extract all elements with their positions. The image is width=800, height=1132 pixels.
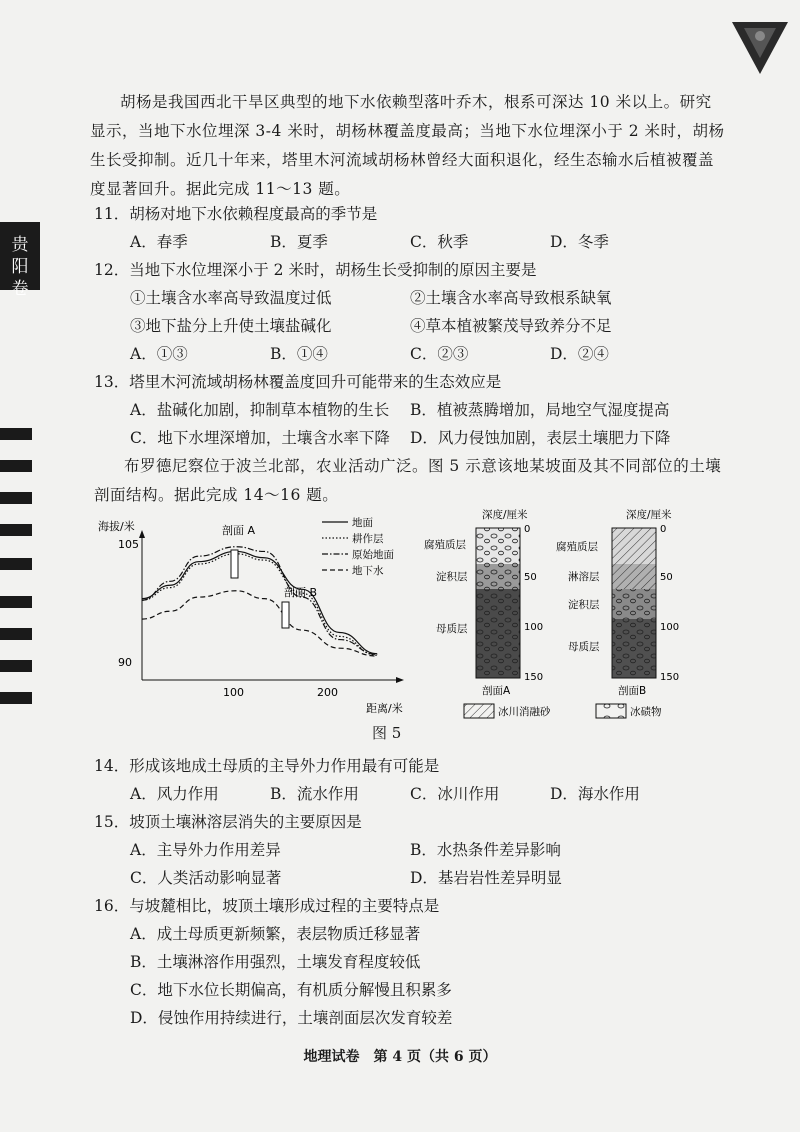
profile-a-tick: 100 [524,622,544,633]
q13-option-d[interactable]: D．风力侵蚀加剧，表层土壤肥力下降 [410,429,671,447]
y-axis-label: 海拔/米 [98,520,135,533]
legend-original: 原始地面 [352,549,394,561]
q11-option-a[interactable]: A．春季 [130,233,188,251]
q14-option-a[interactable]: A．风力作用 [130,785,219,803]
profile-a-tick: 150 [524,672,544,683]
series-line-3 [142,591,377,656]
profile-b-marker [282,602,289,628]
q14-option-c[interactable]: C．冰川作用 [410,785,500,803]
q11-stem: 11．胡杨对地下水依赖程度最高的季节是 [94,205,378,223]
profile-legend [462,700,682,722]
side-tab [0,222,40,299]
soil-profile-a [420,508,544,698]
y-tick-label: 105 [118,538,139,551]
profile-b-label: 剖面 B [284,586,318,599]
q12-stem: 12．当地下水位埋深小于 2 米时，胡杨生长受抑制的原因主要是 [94,261,537,279]
q12-item-2: ②土壤含水率高导致根系缺氧 [410,289,612,307]
slope-profile-chart [96,508,416,718]
profile-b-layer-label: 腐殖质层 [556,541,598,553]
profile-a-tick: 50 [524,572,537,583]
q13-option-b[interactable]: B．植被蒸腾增加，局地空气湿度提高 [410,401,670,419]
corner-seal-icon [730,18,790,76]
q12-item-4: ④草本植被繁茂导致养分不足 [410,317,612,335]
x-tick-label: 100 [223,686,244,699]
profile-a-label: 剖面 A [222,524,256,537]
profile-b-depth-title: 深度/厘米 [626,509,672,521]
soil-profile-b [552,508,682,698]
side-bar [0,692,32,704]
q16-stem: 16．与坡麓相比，坡顶土壤形成过程的主要特点是 [94,897,440,915]
q12-item-1: ①土壤含水率高导致温度过低 [130,289,332,307]
q12-item-3: ③地下盐分上升使土壤盐碱化 [130,317,332,335]
x-axis-arrow [396,677,404,683]
x-axis-label: 距离/米 [366,702,403,715]
chart-legend [322,516,394,577]
legend-groundwater: 地下水 [352,565,384,577]
y-axis-arrow [139,530,145,538]
q12-option-c[interactable]: C．②③ [410,345,469,363]
legend-glacial-sand: 冰川消融砂 [498,706,551,718]
legend-tillage: 耕作层 [352,533,384,545]
profile-a-layer-label: 腐殖质层 [424,539,466,551]
side-bar [0,596,32,608]
intro-paragraph-2 [94,452,734,510]
profile-b-layer-label: 淀积层 [568,599,600,611]
legend-ground: 地面 [352,517,373,529]
side-bar [0,660,32,672]
legend-till: 冰碛物 [630,706,662,718]
profile-a-depth-title: 深度/厘米 [482,509,528,521]
profile-a-layer-label: 母质层 [436,623,468,635]
side-bar [0,628,32,640]
profile-b-layer-label: 母质层 [568,641,600,653]
q11-option-b[interactable]: B．夏季 [270,233,328,251]
q15-option-d[interactable]: D．基岩岩性差异明显 [410,869,562,887]
q11-option-d[interactable]: D．冬季 [550,233,609,251]
q16-option-c[interactable]: C．地下水位长期偏高，有机质分解慢且积累多 [130,981,452,999]
profile-a-marker [231,550,238,578]
intro2-line: 剖面结构。据此完成 14～16 题。 [94,486,339,504]
q12-option-d[interactable]: D．②④ [550,345,609,363]
figure-caption: 图 5 [372,724,402,742]
intro1-line: 胡杨是我国西北干旱区典型的地下水依赖型落叶乔木，根系可深达 10 米以上。研究 [120,93,712,111]
side-bar [0,492,32,504]
side-bar [0,460,32,472]
side-tab-label: 贵阳卷 [11,235,29,299]
side-bar [0,558,32,570]
q16-option-a[interactable]: A．成土母质更新频繁，表层物质迁移显著 [130,925,421,943]
series-line-0 [142,551,377,653]
profile-b-layer-label: 淋溶层 [568,571,600,583]
intro1-line: 生长受抑制。近几十年来，塔里木河流域胡杨林曾经大面积退化，经生态输水后植被覆盖 [90,151,715,169]
profile-b-tick: 50 [660,572,673,583]
profile-b-tick: 0 [660,524,667,535]
intro1-line: 显示，当地下水位埋深 3-4 米时，胡杨林覆盖度最高；当地下水位埋深小于 2 米时，胡杨 [90,122,725,140]
profile-b-tick: 100 [660,622,680,633]
profile-a-tick: 0 [524,524,531,535]
x-tick-label: 200 [317,686,338,699]
intro2-line: 布罗德尼察位于波兰北部，农业活动广泛。图 5 示意该地某坡面及其不同部位的土壤 [124,457,722,475]
series-line-2 [142,547,377,655]
y-tick-label: 90 [118,656,132,669]
profile-b-name: 剖面B [618,685,647,697]
q16-option-b[interactable]: B．土壤淋溶作用强烈，土壤发育程度较低 [130,953,421,971]
q12-option-a[interactable]: A．①③ [130,345,188,363]
q11-option-c[interactable]: C．秋季 [410,233,469,251]
q15-stem: 15．坡顶土壤淋溶层消失的主要原因是 [94,813,362,831]
q15-option-c[interactable]: C．人类活动影响显著 [130,869,282,887]
profile-a-name: 剖面A [482,685,511,697]
q13-stem: 13．塔里木河流域胡杨林覆盖度回升可能带来的生态效应是 [94,373,502,391]
q14-stem: 14．形成该地成土母质的主导外力作用最有可能是 [94,757,440,775]
glacial-sand-swatch [464,704,494,718]
profile-a-layer-label: 淀积层 [436,571,468,583]
q13-option-a[interactable]: A．盐碱化加剧，抑制草本植物的生长 [130,401,390,419]
q15-option-a[interactable]: A．主导外力作用差异 [130,841,281,859]
side-bar [0,524,32,536]
q12-option-b[interactable]: B．①④ [270,345,328,363]
q14-option-d[interactable]: D．海水作用 [550,785,640,803]
q16-option-d[interactable]: D．侵蚀作用持续进行，土壤剖面层次发育较差 [130,1009,453,1027]
intro1-line: 度显著回升。据此完成 11～13 题。 [90,180,351,198]
intro-paragraph-1 [90,88,730,204]
q13-option-c[interactable]: C．地下水埋深增加，土壤含水率下降 [130,429,390,447]
profile-b-tick: 150 [660,672,680,683]
till-swatch [596,704,626,718]
side-bar [0,428,32,440]
q14-option-b[interactable]: B．流水作用 [270,785,359,803]
q15-option-b[interactable]: B．水热条件差异影响 [410,841,561,859]
page-footer: 地理试卷 第 4 页（共 6 页） [303,1049,497,1065]
